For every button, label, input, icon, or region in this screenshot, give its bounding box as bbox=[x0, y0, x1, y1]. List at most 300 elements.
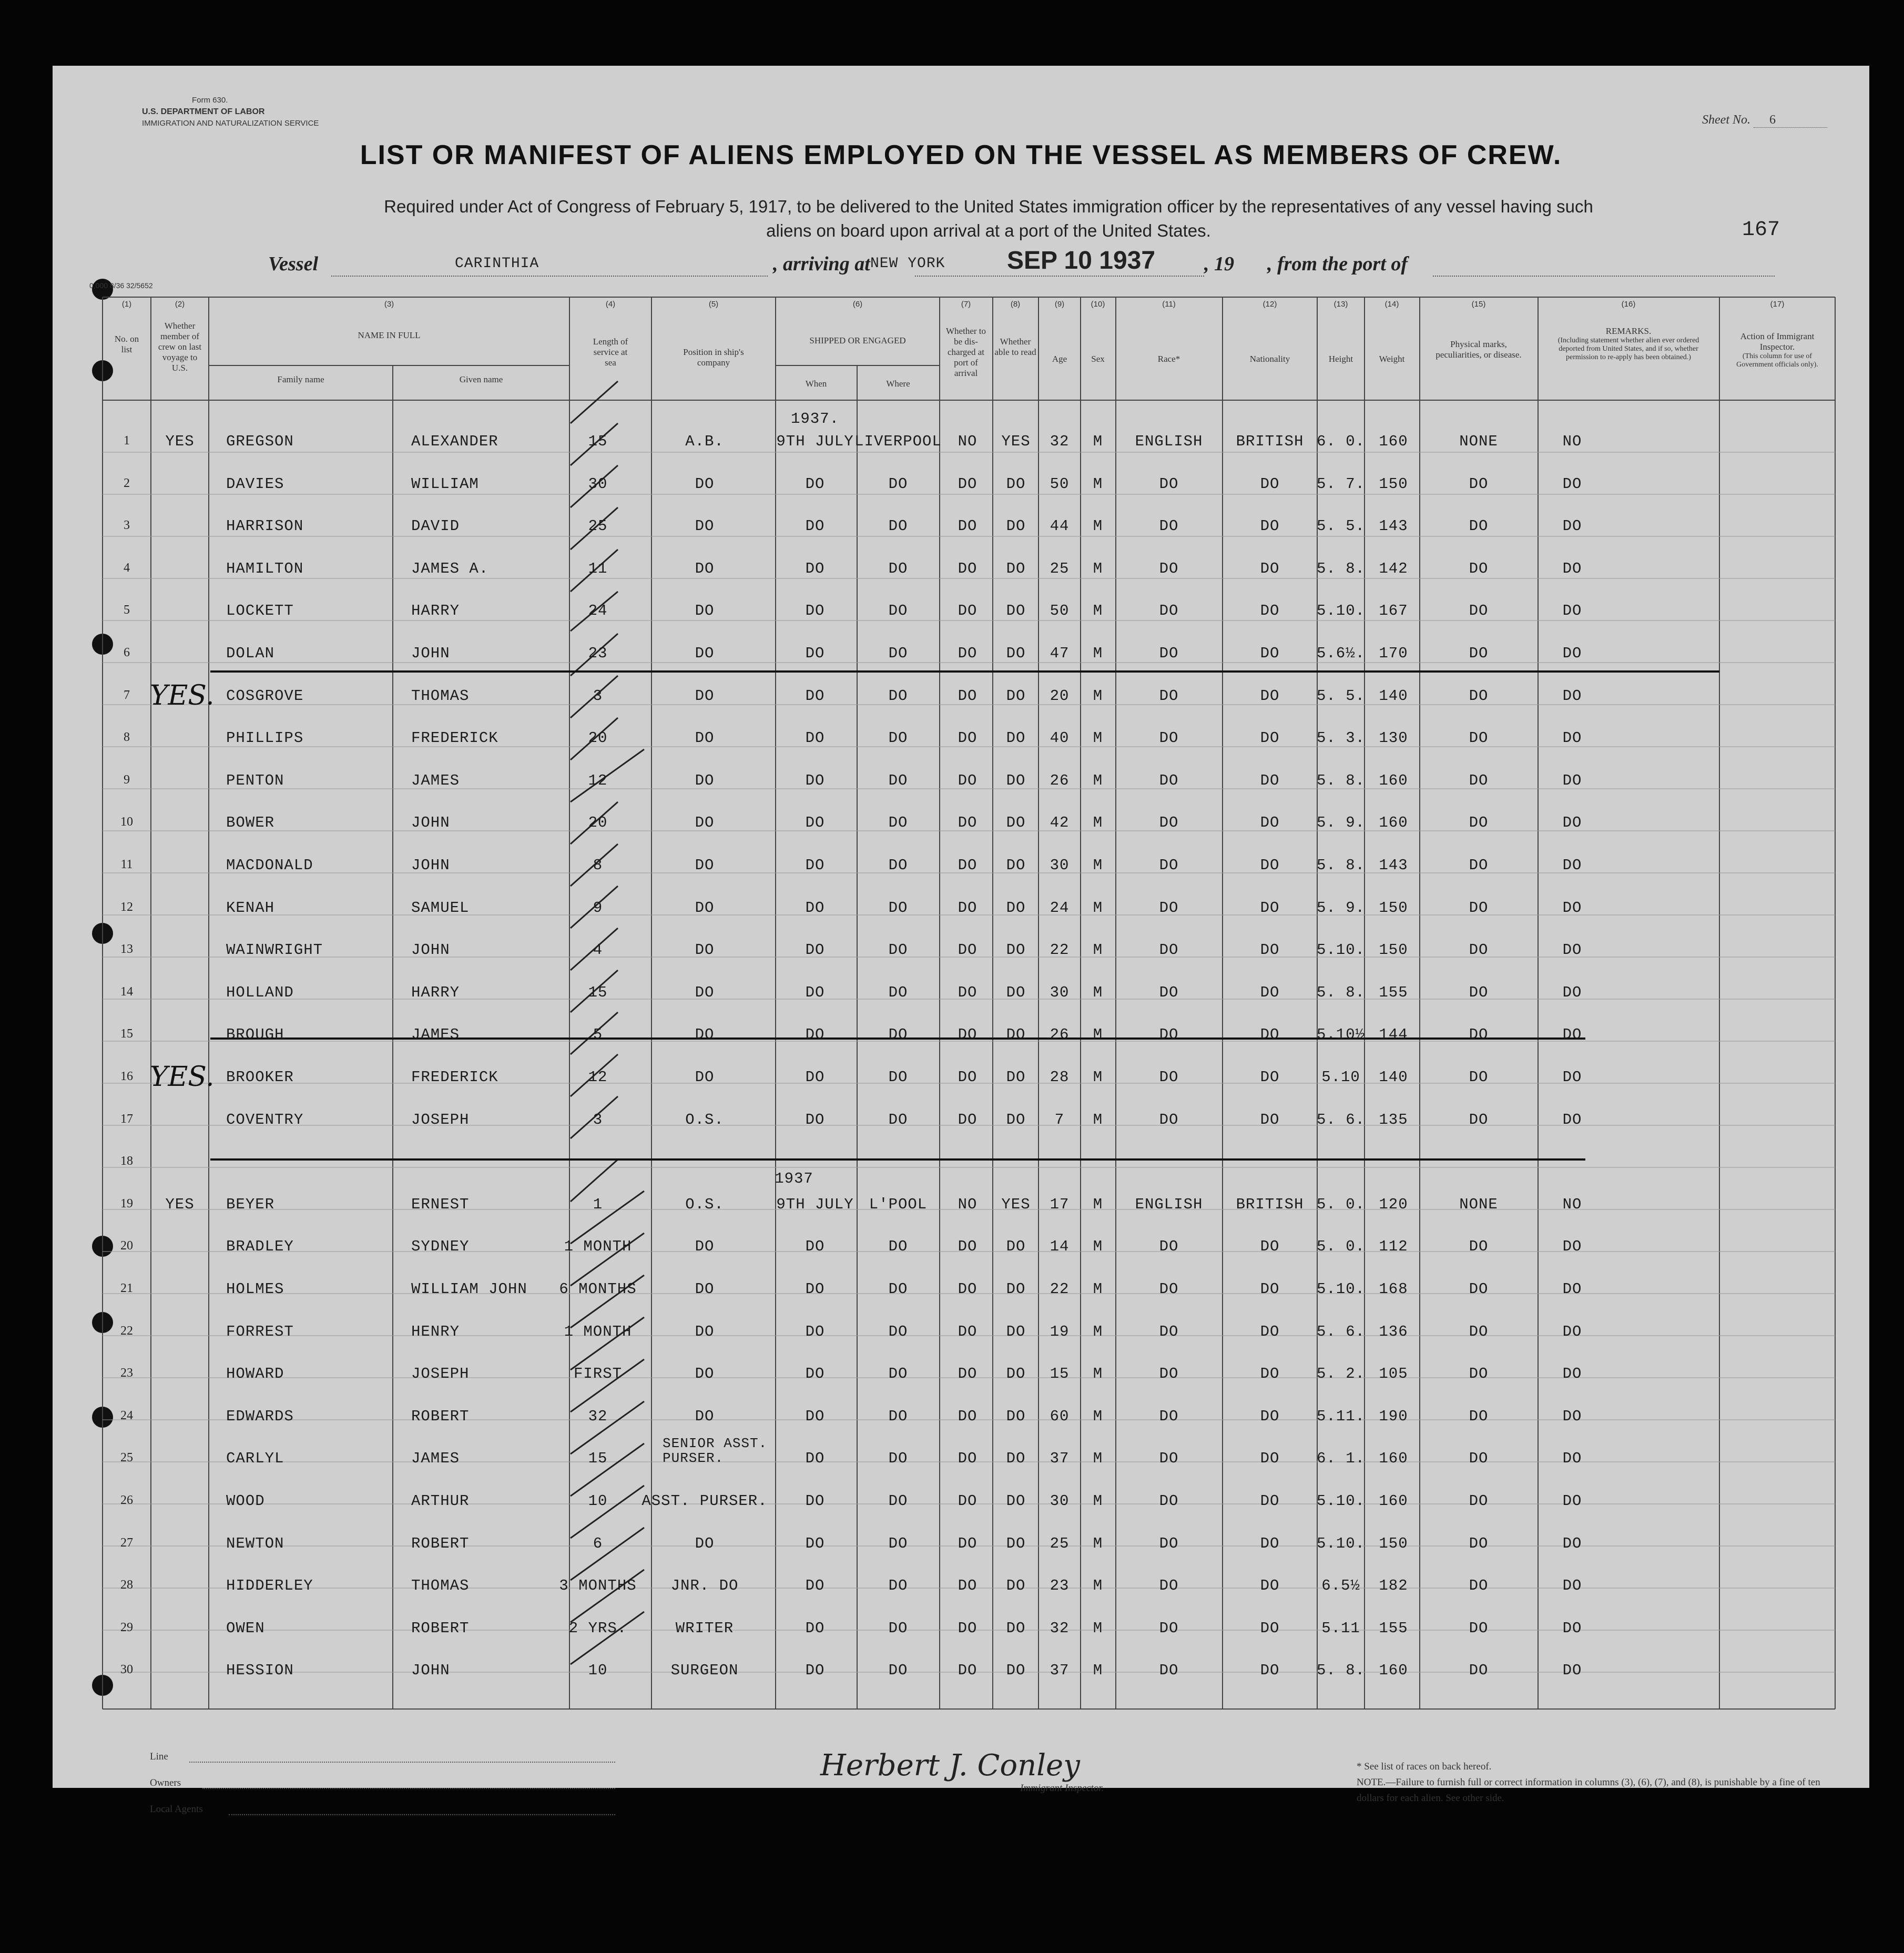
row-race: DO bbox=[1159, 1323, 1179, 1340]
row-discharged: DO bbox=[958, 1619, 978, 1637]
row-service: 5 bbox=[593, 1026, 603, 1044]
row-family: COVENTRY bbox=[226, 1111, 304, 1128]
row-service: 30 bbox=[588, 475, 608, 493]
col-head-given: Given name bbox=[459, 374, 503, 384]
row-where: DO bbox=[888, 645, 908, 662]
row-position: DO bbox=[695, 771, 715, 789]
col-head-family: Family name bbox=[277, 374, 324, 384]
row-race: DO bbox=[1159, 1450, 1179, 1468]
row-service: 3 MONTHS bbox=[559, 1577, 637, 1595]
row-given: WILLIAM JOHN bbox=[411, 1280, 527, 1298]
row-remarks: DO bbox=[1562, 602, 1582, 620]
row-marks: DO bbox=[1469, 1069, 1489, 1086]
row-height: 5. 6. bbox=[1316, 1323, 1366, 1340]
row-age: 14 bbox=[1050, 1238, 1070, 1256]
row-position: DO bbox=[695, 1407, 715, 1425]
row-nationality: DO bbox=[1260, 687, 1280, 705]
row-read: DO bbox=[1006, 560, 1026, 577]
row-where: DO bbox=[888, 1238, 908, 1256]
row-age: 42 bbox=[1050, 814, 1070, 832]
row-number: 29 bbox=[120, 1620, 133, 1634]
row-service: 15 bbox=[588, 1450, 608, 1468]
row-height: 5.10. bbox=[1316, 602, 1366, 620]
row-discharged: DO bbox=[958, 602, 978, 620]
row-age: 22 bbox=[1050, 1280, 1070, 1298]
row-sex: M bbox=[1093, 1195, 1103, 1213]
row-when: DO bbox=[805, 1662, 825, 1680]
table-grid bbox=[53, 66, 1869, 1788]
row-given: THOMAS bbox=[411, 687, 470, 705]
row-marks: DO bbox=[1469, 1619, 1489, 1637]
row-remarks: DO bbox=[1562, 1365, 1582, 1383]
row-remarks: DO bbox=[1562, 560, 1582, 577]
row-family: HESSION bbox=[226, 1662, 294, 1680]
row-remarks: DO bbox=[1562, 1450, 1582, 1468]
row-age: 32 bbox=[1050, 1619, 1070, 1637]
row-position: DO bbox=[695, 1069, 715, 1086]
row-height: 5.10. bbox=[1316, 1492, 1366, 1510]
row-sex: M bbox=[1093, 814, 1103, 832]
row-nationality: DO bbox=[1260, 1662, 1280, 1680]
row-race: DO bbox=[1159, 1407, 1179, 1425]
col-head-nationality: Nationality bbox=[1249, 354, 1290, 364]
row-prev-voyage: YES. bbox=[150, 679, 215, 711]
row-given: ROBERT bbox=[411, 1534, 470, 1552]
row-remarks: DO bbox=[1562, 1069, 1582, 1086]
row-service: 15 bbox=[588, 433, 608, 450]
row-sex: M bbox=[1093, 1577, 1103, 1595]
row-sex: M bbox=[1093, 1407, 1103, 1425]
row-height: 5.10. bbox=[1316, 1534, 1366, 1552]
row-race: DO bbox=[1159, 602, 1179, 620]
row-read: DO bbox=[1006, 687, 1026, 705]
row-position: DO bbox=[695, 729, 715, 747]
row-nationality: DO bbox=[1260, 1238, 1280, 1256]
col-head-height: Height bbox=[1328, 354, 1353, 364]
row-age: 30 bbox=[1050, 857, 1070, 874]
row-service: 11 bbox=[588, 560, 608, 577]
row-sex: M bbox=[1093, 1365, 1103, 1383]
row-sex: M bbox=[1093, 1238, 1103, 1256]
row-number: 28 bbox=[120, 1578, 133, 1592]
row-discharged: DO bbox=[958, 941, 978, 959]
row-marks: DO bbox=[1469, 1238, 1489, 1256]
row-position: DO bbox=[695, 1026, 715, 1044]
service-name: IMMIGRATION AND NATURALIZATION SERVICE bbox=[142, 119, 319, 128]
row-race: DO bbox=[1159, 1026, 1179, 1044]
row-marks: NONE bbox=[1459, 433, 1498, 450]
footer-agents-label: Local Agents bbox=[150, 1804, 203, 1815]
row-position: DO bbox=[695, 814, 715, 832]
row-read: DO bbox=[1006, 899, 1026, 917]
row-number: 27 bbox=[120, 1535, 133, 1550]
row-position: ASST. PURSER. bbox=[642, 1492, 768, 1510]
col-head-action bbox=[1725, 331, 1830, 369]
row-weight: 150 bbox=[1379, 941, 1408, 959]
row-read: DO bbox=[1006, 1492, 1026, 1510]
row-nationality: DO bbox=[1260, 729, 1280, 747]
row-marks: DO bbox=[1469, 1577, 1489, 1595]
row-where: DO bbox=[888, 857, 908, 874]
row-discharged: DO bbox=[958, 1111, 978, 1128]
row-remarks: DO bbox=[1562, 1026, 1582, 1044]
row-family: HOLLAND bbox=[226, 983, 294, 1001]
col-head-no: No. on list bbox=[114, 334, 139, 354]
row-race: DO bbox=[1159, 814, 1179, 832]
row-nationality: DO bbox=[1260, 771, 1280, 789]
row-family: BOWER bbox=[226, 814, 275, 832]
row-service: 6 bbox=[593, 1534, 603, 1552]
row-family: LOCKETT bbox=[226, 602, 294, 620]
row-nationality: DO bbox=[1260, 645, 1280, 662]
row-given: JAMES bbox=[411, 1450, 460, 1468]
col-head-prev: Whether member of crew on last voyage to U.S. bbox=[158, 321, 202, 373]
row-weight: 136 bbox=[1379, 1323, 1408, 1340]
row-read: DO bbox=[1006, 729, 1026, 747]
row-where: DO bbox=[888, 1365, 908, 1383]
row-sex: M bbox=[1093, 899, 1103, 917]
row-remarks: DO bbox=[1562, 1111, 1582, 1128]
row-when: DO bbox=[805, 1407, 825, 1425]
row-family: HIDDERLEY bbox=[226, 1577, 313, 1595]
row-number: 17 bbox=[120, 1112, 133, 1126]
row-weight: 112 bbox=[1379, 1238, 1408, 1256]
row-number: 5 bbox=[124, 603, 130, 617]
row-height: 5. 6. bbox=[1316, 1111, 1366, 1128]
row-where: DO bbox=[888, 602, 908, 620]
row-height: 5. 0. bbox=[1316, 1195, 1366, 1213]
row-where: DO bbox=[888, 983, 908, 1001]
row-where: DO bbox=[888, 1619, 908, 1637]
row-family: WOOD bbox=[226, 1492, 265, 1510]
row-discharged: DO bbox=[958, 857, 978, 874]
row-discharged: DO bbox=[958, 771, 978, 789]
col-num-1: (1) bbox=[121, 300, 132, 309]
row-sex: M bbox=[1093, 1619, 1103, 1637]
row-race: DO bbox=[1159, 983, 1179, 1001]
row-marks: DO bbox=[1469, 687, 1489, 705]
row-height: 5. 9. bbox=[1316, 814, 1366, 832]
row-discharged: DO bbox=[958, 517, 978, 535]
row-when: DO bbox=[805, 517, 825, 535]
row-read: DO bbox=[1006, 1238, 1026, 1256]
row-when: DO bbox=[805, 602, 825, 620]
row-nationality: DO bbox=[1260, 1450, 1280, 1468]
row-where: DO bbox=[888, 941, 908, 959]
row-age: 19 bbox=[1050, 1323, 1070, 1340]
row-sex: M bbox=[1093, 729, 1103, 747]
row-given: JAMES bbox=[411, 1026, 460, 1044]
row-height: 5.10. bbox=[1316, 1280, 1366, 1298]
row-remarks: DO bbox=[1562, 1534, 1582, 1552]
row-when: DO bbox=[805, 729, 825, 747]
row-service: 2 YRS. bbox=[568, 1619, 627, 1637]
row-sex: M bbox=[1093, 1662, 1103, 1680]
row-age: 20 bbox=[1050, 687, 1070, 705]
row-age: 32 bbox=[1050, 433, 1070, 450]
row-age: 7 bbox=[1054, 1111, 1065, 1128]
row-marks: DO bbox=[1469, 1111, 1489, 1128]
row-race: DO bbox=[1159, 1492, 1179, 1510]
row-weight: 105 bbox=[1379, 1365, 1408, 1383]
row-family: HARRISON bbox=[226, 517, 304, 535]
row-read: DO bbox=[1006, 517, 1026, 535]
col-head-age: Age bbox=[1052, 354, 1067, 364]
row-position: DO bbox=[695, 857, 715, 874]
row-nationality: DO bbox=[1260, 1323, 1280, 1340]
row-number: 16 bbox=[120, 1070, 133, 1083]
row-position: DO bbox=[695, 941, 715, 959]
row-number: 8 bbox=[124, 730, 130, 745]
row-given: DAVID bbox=[411, 517, 460, 535]
row-remarks: NO bbox=[1562, 433, 1582, 450]
row-position: DO bbox=[695, 645, 715, 662]
row-prev-voyage: YES bbox=[165, 1195, 195, 1213]
row-sex: M bbox=[1093, 1492, 1103, 1510]
row-where: L'POOL bbox=[869, 1195, 928, 1213]
row-remarks: DO bbox=[1562, 1280, 1582, 1298]
row-marks: DO bbox=[1469, 814, 1489, 832]
row-discharged: DO bbox=[958, 983, 978, 1001]
row-race: DO bbox=[1159, 475, 1179, 493]
row-service: 15 bbox=[588, 983, 608, 1001]
row-age: 25 bbox=[1050, 560, 1070, 577]
row-when: DO bbox=[805, 941, 825, 959]
row-height: 5.11. bbox=[1316, 1407, 1366, 1425]
row-marks: DO bbox=[1469, 1492, 1489, 1510]
row-nationality: DO bbox=[1260, 1280, 1280, 1298]
row-service: 3 bbox=[593, 1111, 603, 1128]
row-remarks: DO bbox=[1562, 687, 1582, 705]
row-age: 30 bbox=[1050, 983, 1070, 1001]
row-weight: 170 bbox=[1379, 645, 1408, 662]
row-weight: 155 bbox=[1379, 983, 1408, 1001]
row-weight: 120 bbox=[1379, 1195, 1408, 1213]
row-age: 47 bbox=[1050, 645, 1070, 662]
row-marks: DO bbox=[1469, 602, 1489, 620]
row-given: JAMES A. bbox=[411, 560, 489, 577]
row-family: BROOKER bbox=[226, 1069, 294, 1086]
row-race: DO bbox=[1159, 1662, 1179, 1680]
row-race: DO bbox=[1159, 941, 1179, 959]
col-num-13: (13) bbox=[1333, 300, 1348, 309]
year-note: 1937. bbox=[790, 410, 840, 428]
col-head-shipped: SHIPPED OR ENGAGED bbox=[809, 335, 906, 345]
row-number: 14 bbox=[120, 984, 133, 999]
row-height: 5.10. bbox=[1316, 941, 1366, 959]
row-sex: M bbox=[1093, 983, 1103, 1001]
row-remarks: NO bbox=[1562, 1195, 1582, 1213]
col-num-6: (6) bbox=[852, 300, 863, 309]
row-when: DO bbox=[805, 1111, 825, 1128]
row-nationality: DO bbox=[1260, 1407, 1280, 1425]
row-marks: DO bbox=[1469, 1323, 1489, 1340]
row-marks: DO bbox=[1469, 1534, 1489, 1552]
row-given: JOSEPH bbox=[411, 1111, 470, 1128]
row-weight: 160 bbox=[1379, 1492, 1408, 1510]
row-marks: DO bbox=[1469, 1407, 1489, 1425]
remarks-title: REMARKS. bbox=[1605, 326, 1652, 336]
row-read: DO bbox=[1006, 1069, 1026, 1086]
row-age: 37 bbox=[1050, 1662, 1070, 1680]
row-service: 12 bbox=[588, 771, 608, 789]
row-when: 9TH JULY bbox=[776, 433, 854, 450]
row-read: DO bbox=[1006, 1619, 1026, 1637]
row-remarks: DO bbox=[1562, 1323, 1582, 1340]
row-family: MACDONALD bbox=[226, 857, 313, 874]
col-num-5: (5) bbox=[708, 300, 719, 309]
row-where: DO bbox=[888, 1577, 908, 1595]
row-service: 12 bbox=[588, 1069, 608, 1086]
row-race: DO bbox=[1159, 1280, 1179, 1298]
row-read: DO bbox=[1006, 1365, 1026, 1383]
row-read: DO bbox=[1006, 645, 1026, 662]
row-sex: M bbox=[1093, 645, 1103, 662]
row-nationality: DO bbox=[1260, 1577, 1280, 1595]
row-number: 12 bbox=[120, 900, 133, 914]
sheet-number-value: 6 bbox=[1754, 113, 1827, 128]
row-remarks: DO bbox=[1562, 941, 1582, 959]
row-service: 8 bbox=[593, 857, 603, 874]
year-note: 1937 bbox=[775, 1170, 813, 1187]
row-number: 20 bbox=[120, 1239, 133, 1253]
row-when: DO bbox=[805, 1534, 825, 1552]
row-service: 24 bbox=[588, 602, 608, 620]
row-nationality: DO bbox=[1260, 899, 1280, 917]
page-number: 167 bbox=[1742, 218, 1780, 242]
row-service: 1 MONTH bbox=[564, 1323, 632, 1340]
footer-notes bbox=[1357, 1759, 1830, 1806]
row-nationality: DO bbox=[1260, 517, 1280, 535]
row-position: SENIOR ASST. PURSER. bbox=[663, 1436, 768, 1467]
col-head-weight: Weight bbox=[1379, 354, 1405, 364]
row-position: DO bbox=[695, 560, 715, 577]
col-num-17: (17) bbox=[1770, 300, 1785, 309]
row-when: DO bbox=[805, 899, 825, 917]
row-age: 23 bbox=[1050, 1577, 1070, 1595]
row-nationality: DO bbox=[1260, 1534, 1280, 1552]
col-num-4: (4) bbox=[605, 300, 616, 309]
row-when: DO bbox=[805, 1450, 825, 1468]
row-service: 1 bbox=[593, 1195, 603, 1213]
row-discharged: DO bbox=[958, 814, 978, 832]
row-read: DO bbox=[1006, 771, 1026, 789]
row-sex: M bbox=[1093, 857, 1103, 874]
row-age: 26 bbox=[1050, 1026, 1070, 1044]
row-sex: M bbox=[1093, 1069, 1103, 1086]
row-position: O.S. bbox=[685, 1195, 724, 1213]
row-weight: 142 bbox=[1379, 560, 1408, 577]
row-discharged: DO bbox=[958, 729, 978, 747]
row-sex: M bbox=[1093, 517, 1103, 535]
row-weight: 150 bbox=[1379, 1534, 1408, 1552]
row-number: 23 bbox=[120, 1366, 133, 1380]
subtitle-line-1: Required under Act of Congress of February 5, 1917, to be delivered to the United States immigration officer by the representatives of any vessel having such bbox=[384, 197, 1593, 216]
col-head-where: Where bbox=[886, 379, 910, 389]
row-weight: 150 bbox=[1379, 475, 1408, 493]
row-weight: 160 bbox=[1379, 1662, 1408, 1680]
row-number: 22 bbox=[120, 1324, 133, 1338]
row-number: 6 bbox=[124, 646, 130, 659]
row-number: 3 bbox=[124, 518, 130, 533]
row-discharged: DO bbox=[958, 1238, 978, 1256]
row-read: DO bbox=[1006, 1323, 1026, 1340]
row-position: WRITER bbox=[675, 1619, 734, 1637]
row-where: DO bbox=[888, 1662, 908, 1680]
row-when: 9TH JULY bbox=[776, 1195, 854, 1213]
row-height: 5.10 bbox=[1321, 1069, 1360, 1086]
row-service: 32 bbox=[588, 1407, 608, 1425]
row-height: 5. 5. bbox=[1316, 517, 1366, 535]
row-race: DO bbox=[1159, 1619, 1179, 1637]
row-nationality: DO bbox=[1260, 475, 1280, 493]
row-remarks: DO bbox=[1562, 983, 1582, 1001]
col-head-race: Race* bbox=[1157, 354, 1180, 364]
row-position: DO bbox=[695, 1365, 715, 1383]
row-family: HAMILTON bbox=[226, 560, 304, 577]
row-service: 20 bbox=[588, 814, 608, 832]
row-service: 23 bbox=[588, 645, 608, 662]
row-when: DO bbox=[805, 1280, 825, 1298]
row-weight: 130 bbox=[1379, 729, 1408, 747]
row-read: DO bbox=[1006, 814, 1026, 832]
row-read: DO bbox=[1006, 475, 1026, 493]
row-age: 60 bbox=[1050, 1407, 1070, 1425]
row-discharged: NO bbox=[958, 1195, 978, 1213]
row-position: A.B. bbox=[685, 433, 724, 450]
print-code: 0,000 8/36 32/5652 bbox=[89, 281, 153, 290]
row-position: DO bbox=[695, 687, 715, 705]
row-height: 5.10½ bbox=[1316, 1026, 1366, 1044]
row-where: DO bbox=[888, 1069, 908, 1086]
row-read: DO bbox=[1006, 602, 1026, 620]
row-remarks: DO bbox=[1562, 517, 1582, 535]
row-when: DO bbox=[805, 1577, 825, 1595]
row-age: 30 bbox=[1050, 1492, 1070, 1510]
row-discharged: DO bbox=[958, 1365, 978, 1383]
col-head-name: NAME IN FULL bbox=[358, 330, 421, 340]
row-nationality: BRITISH bbox=[1236, 433, 1304, 450]
row-number: 15 bbox=[120, 1027, 133, 1041]
row-where: DO bbox=[888, 1111, 908, 1128]
row-given: JOHN bbox=[411, 814, 450, 832]
row-family: BROUGH bbox=[226, 1026, 284, 1044]
row-where: DO bbox=[888, 1492, 908, 1510]
row-sex: M bbox=[1093, 1450, 1103, 1468]
row-nationality: DO bbox=[1260, 983, 1280, 1001]
sheet-label-text: Sheet No. bbox=[1702, 113, 1750, 127]
row-age: 22 bbox=[1050, 941, 1070, 959]
row-race: DO bbox=[1159, 1238, 1179, 1256]
row-sex: M bbox=[1093, 560, 1103, 577]
row-height: 5. 9. bbox=[1316, 899, 1366, 917]
action-title: Action of Immigrant Inspector. bbox=[1740, 331, 1815, 352]
row-discharged: DO bbox=[958, 560, 978, 577]
row-marks: DO bbox=[1469, 857, 1489, 874]
row-family: OWEN bbox=[226, 1619, 265, 1637]
col-head-sex: Sex bbox=[1091, 354, 1105, 364]
row-weight: 140 bbox=[1379, 687, 1408, 705]
arrival-port: NEW YORK bbox=[870, 256, 945, 272]
col-num-8: (8) bbox=[1010, 300, 1021, 309]
row-weight: 143 bbox=[1379, 517, 1408, 535]
row-discharged: DO bbox=[958, 1662, 978, 1680]
row-read: DO bbox=[1006, 1280, 1026, 1298]
row-weight: 160 bbox=[1379, 771, 1408, 789]
row-family: NEWTON bbox=[226, 1534, 284, 1552]
row-discharged: DO bbox=[958, 1026, 978, 1044]
row-position: DO bbox=[695, 1534, 715, 1552]
